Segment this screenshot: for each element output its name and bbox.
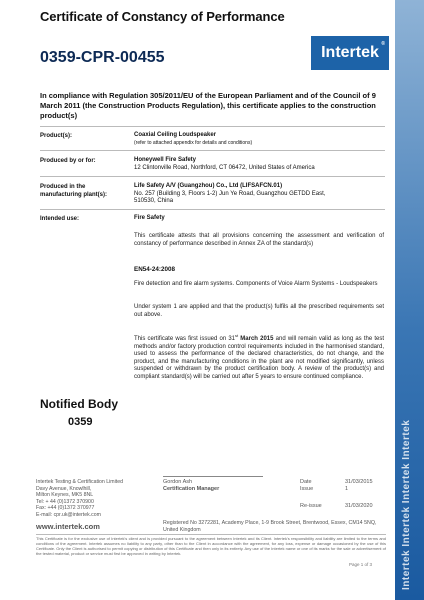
date-field: Date 31/03/2015 <box>300 479 373 485</box>
producer-name: Honeywell Fire Safety <box>134 157 197 163</box>
standard-description: Fire detection and fire alarm systems. Components of Voice Alarm Systems - Loudspeakers <box>134 281 378 287</box>
logo-text: Intertek <box>321 44 379 61</box>
standard-reference: EN54-24:2008 <box>134 266 175 273</box>
certificate-title: Certificate of Constancy of Performance <box>40 9 285 24</box>
signatory-role: Certification Manager <box>163 486 220 492</box>
system-paragraph: Under system 1 are applied and that the product(s) fulfils all the prescribed requirements set out above. <box>134 304 384 318</box>
notified-body-number: 0359 <box>68 416 93 428</box>
intended-use-label: Intended use: <box>40 216 80 222</box>
website-link[interactable]: www.intertek.com <box>36 522 100 531</box>
issue-field: Issue 1 <box>300 486 349 492</box>
product-value <box>134 132 384 147</box>
product-note: (refer to attached appendix for details and conditions) <box>134 139 253 146</box>
plant-address-line2: 510530, China <box>134 198 174 204</box>
intertek-logo: Intertek ® <box>311 36 389 70</box>
notified-body-title: Notified Body <box>40 397 118 411</box>
produced-by-value <box>134 157 384 172</box>
plant-address-line1: No. 257 (Building 3, Floors 1-2) Jun Ye Road, Guangzhou GETDD East, <box>134 190 326 197</box>
produced-by-label: Produced by or for: <box>40 158 96 164</box>
validity-paragraph: This certificate was first issued on 31st March 2015 and will remain valid as long as the test methods and/or factory production control requirements included in the harmonised standard, used to assess the performance of the declared characteristics, do not change, and the product, and the manufacturing conditions in the plant are not modified significantly, unless suspended or withdrawn by the product certification body. A review of the product(s) and compliant standard(s) will be carried out after 5 years to ensure continued compliance. <box>134 333 384 380</box>
divider <box>36 534 386 535</box>
product-name: Coaxial Ceiling Loudspeaker <box>134 132 217 138</box>
divider <box>40 209 385 210</box>
signature-line <box>163 476 263 477</box>
issuer-address: Intertek Testing & Certification Limited Davy Avenue, Knowlhill, Milton Keynes, MK5 8NL Tel: + 44 (0)1372 370900 Fax: +44 (0)1372 370977 E-mail: cpr.uk@intertek.com <box>36 479 123 518</box>
registered-address: Registered No 3272281, Academy Place, 1-9 Brook Street, Brentwood, Essex, CM14 5NQ, United Kingdom <box>163 520 377 533</box>
divider <box>40 126 385 127</box>
signatory <box>163 479 219 493</box>
signatory-name: Gordon Ash <box>163 479 193 485</box>
reissue-field: Re-issue 31/03/2020 <box>300 503 373 509</box>
plant-label: Produced in the manufacturing plant(s): <box>40 184 107 198</box>
product-label: Product(s): <box>40 133 72 139</box>
issuer-email[interactable]: E-mail: cpr.uk@intertek.com <box>36 511 101 518</box>
plant-value <box>134 183 384 206</box>
divider <box>40 150 385 151</box>
intended-use-value: Fire Safety <box>134 215 165 221</box>
intro-statement: In compliance with Regulation 305/2011/EU of the European Parliament and of the Council of 9 March 2011 (the Construction Products Regulation), this certificate applies to the construction product(s) <box>40 91 376 120</box>
page-number: Page 1 of 3 <box>349 562 373 567</box>
side-stripe-text: Intertek Intertek Intertek Intertek <box>401 419 412 590</box>
disclaimer-footer: This Certificate is for the exclusive use of Intertek's client and is provided pursuant to the agreement between Intertek and its Client. Intertek's responsibility and liability are limited to the terms and conditions of the agreement. Intertek assumes no liability to any party, other than to the Client in accordance with the agreement, for any loss, expense or damage occasioned by the use of this Certificate. Only the Client is authorised to permit copying or distribution of this Certificate and then only in its entirety. Any use of the Intertek name or one of its marks for the sale or advertisement of the tested material, product or service must first be approved in writing by Intertek. <box>36 536 386 556</box>
plant-name: Life Safety A/V (Guangzhou) Co., Ltd (LIFSAFCN.01) <box>134 183 283 189</box>
attestation-paragraph: This certificate attests that all provisions concerning the assessment and verification of constancy of performance described in Annex ZA of the standard(s) <box>134 233 384 247</box>
producer-address: 12 Clintonville Road, Northford, CT 06472, United States of America <box>134 164 315 171</box>
certificate-number: 0359-CPR-00455 <box>40 49 165 66</box>
divider <box>40 176 385 177</box>
